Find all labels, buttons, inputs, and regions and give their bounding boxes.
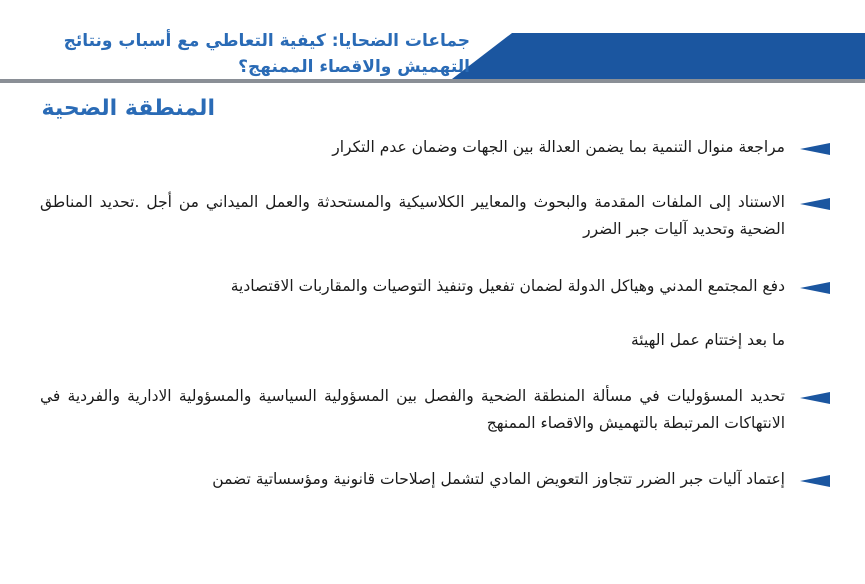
bullet-arrow-icon	[800, 143, 830, 155]
bullet-item	[40, 466, 830, 493]
bullet-item	[40, 189, 830, 243]
bullet-text: مراجعة منوال التنمية بما يضمن العدالة بين الجهات وضمان عدم التكرار	[332, 138, 785, 156]
slide-title: جماعات الضحايا: كيفية التعاطي مع أسباب ونتائج التهميش والاقصاء الممنهج؟	[63, 31, 470, 77]
bullet-item	[40, 383, 830, 437]
bullet-arrow-icon	[800, 198, 830, 210]
bullet-item	[40, 134, 830, 161]
bullet-arrow-icon	[800, 392, 830, 404]
subheading-text: ما بعد إختتام عمل الهيئة	[630, 331, 785, 349]
bullet-text: الاستناد إلى الملفات المقدمة والبحوث والمعايير الكلاسيكية والمستحدثة والعمل الميداني من أجل .تحديد المناطق الضحية وتحديد آليات جبر الضرر	[40, 193, 785, 238]
header-banner	[452, 33, 865, 79]
bullet-text: إعتماد آليات جبر الضرر تتجاوز التعويض المادي لتشمل إصلاحات قانونية ومؤسساتية تضمن	[212, 470, 785, 488]
bullet-text: دفع المجتمع المدني وهياكل الدولة لضمان تفعيل وتنفيذ التوصيات والمقاربات الاقتصادية	[230, 277, 785, 295]
bullet-item	[40, 273, 830, 300]
bullet-arrow-icon	[800, 282, 830, 294]
subheading-item	[40, 327, 830, 354]
bullet-arrow-icon	[800, 475, 830, 487]
bullet-text: تحديد المسؤوليات في مسألة المنطقة الضحية والفصل بين المسؤولية السياسية والمسؤولية الادارية والفردية في الانتهاكات المرتبطة بالتهميش والاقصاء الممنهج	[40, 387, 785, 432]
section-heading: المنطقة الضحية	[41, 96, 215, 121]
